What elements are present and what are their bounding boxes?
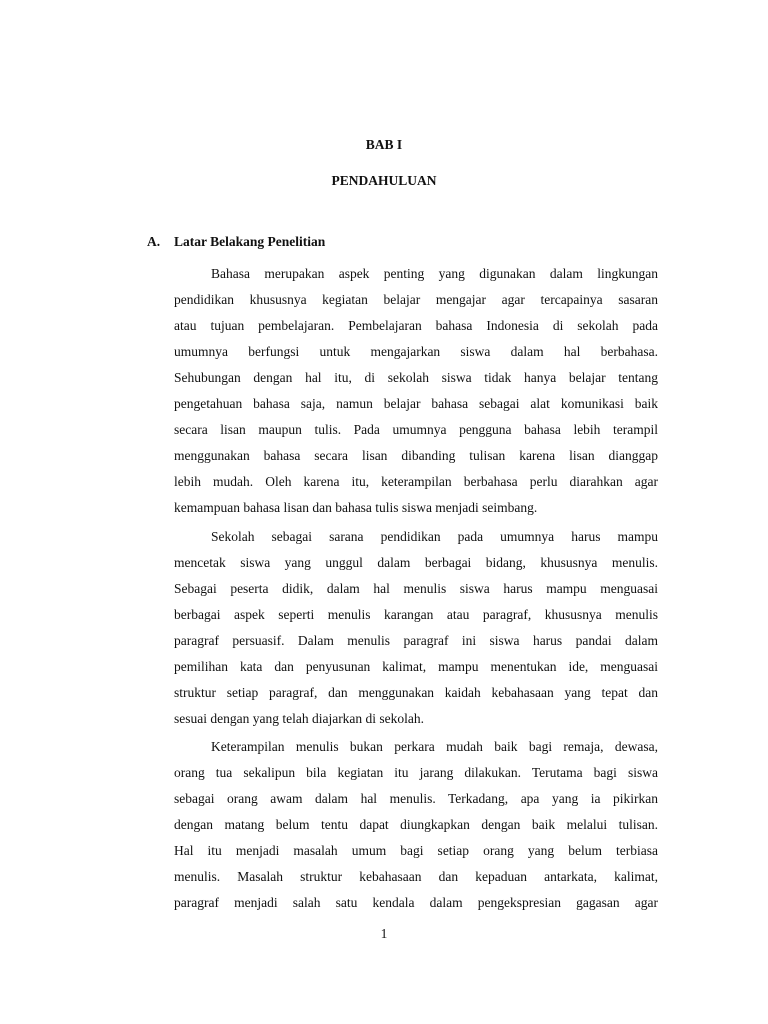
paragraph-line: lebih mudah. Oleh karena itu, keterampilan berbahasa perlu diarahkan agar	[174, 474, 658, 489]
page-number: 1	[380, 926, 388, 941]
section-heading	[147, 234, 325, 250]
paragraph-line: Sebagai peserta didik, dalam hal menulis siswa harus mampu menguasai	[174, 581, 658, 596]
paragraph-line: dengan matang belum tentu dapat diungkapkan dengan baik melalui tulisan.	[174, 817, 658, 832]
paragraph-line: sesuai dengan yang telah diajarkan di sekolah.	[174, 711, 425, 726]
paragraph-line: Hal itu menjadi masalah umum bagi setiap orang yang belum terbiasa	[174, 843, 658, 858]
paragraph-line: pemilihan kata dan penyusunan kalimat, mampu menentukan ide, menguasai	[174, 659, 658, 674]
paragraph-2	[174, 524, 658, 732]
paragraph-line: mencetak siswa yang unggul dalam berbagai bidang, khususnya menulis.	[174, 555, 658, 570]
section-title: Latar Belakang Penelitian	[174, 234, 326, 249]
paragraph-line: berbagai aspek seperti menulis karangan atau paragraf, khususnya menulis	[174, 607, 658, 622]
paragraph-line: menulis. Masalah struktur kebahasaan dan kepaduan antarkata, kalimat,	[174, 869, 658, 884]
paragraph-line: struktur setiap paragraf, dan menggunakan kaidah kebahasaan yang tepat dan	[174, 685, 658, 700]
paragraph-line: paragraf menjadi salah satu kendala dalam pengekspresian gagasan agar	[174, 895, 658, 910]
paragraph-line: pengetahuan bahasa saja, namun belajar bahasa sebagai alat komunikasi baik	[174, 396, 658, 411]
paragraph-1	[174, 261, 658, 521]
paragraph-line: Keterampilan menulis bukan perkara mudah baik bagi remaja, dewasa,	[211, 739, 658, 754]
paragraph-line: Sekolah sebagai sarana pendidikan pada umumnya harus mampu	[211, 529, 658, 544]
paragraph-line: sebagai orang awam dalam hal menulis. Terkadang, apa yang ia pikirkan	[174, 791, 658, 806]
chapter-number: BAB I	[365, 137, 403, 152]
paragraph-line: pendidikan khususnya kegiatan belajar mengajar agar tercapainya sasaran	[174, 292, 658, 307]
paragraph-line: Sehubungan dengan hal itu, di sekolah siswa tidak hanya belajar tentang	[174, 370, 658, 385]
paragraph-line: umumnya berfungsi untuk mengajarkan siswa dalam hal berbahasa.	[174, 344, 658, 359]
paragraph-line: menggunakan bahasa secara lisan dibanding tulisan karena lisan dianggap	[174, 448, 658, 463]
paragraph-line: secara lisan maupun tulis. Pada umumnya pengguna bahasa lebih terampil	[174, 422, 658, 437]
paragraph-3	[174, 734, 658, 916]
paragraph-line: paragraf persuasif. Dalam menulis paragraf ini siswa harus pandai dalam	[174, 633, 658, 648]
paragraph-line: atau tujuan pembelajaran. Pembelajaran bahasa Indonesia di sekolah pada	[174, 318, 658, 333]
section-letter: A.	[147, 234, 161, 249]
chapter-title: PENDAHULUAN	[331, 173, 437, 188]
paragraph-line: Bahasa merupakan aspek penting yang digunakan dalam lingkungan	[211, 266, 658, 281]
paragraph-line: kemampuan bahasa lisan dan bahasa tulis siswa menjadi seimbang.	[174, 500, 538, 515]
paragraph-line: orang tua sekalipun bila kegiatan itu jarang dilakukan. Terutama bagi siswa	[174, 765, 658, 780]
